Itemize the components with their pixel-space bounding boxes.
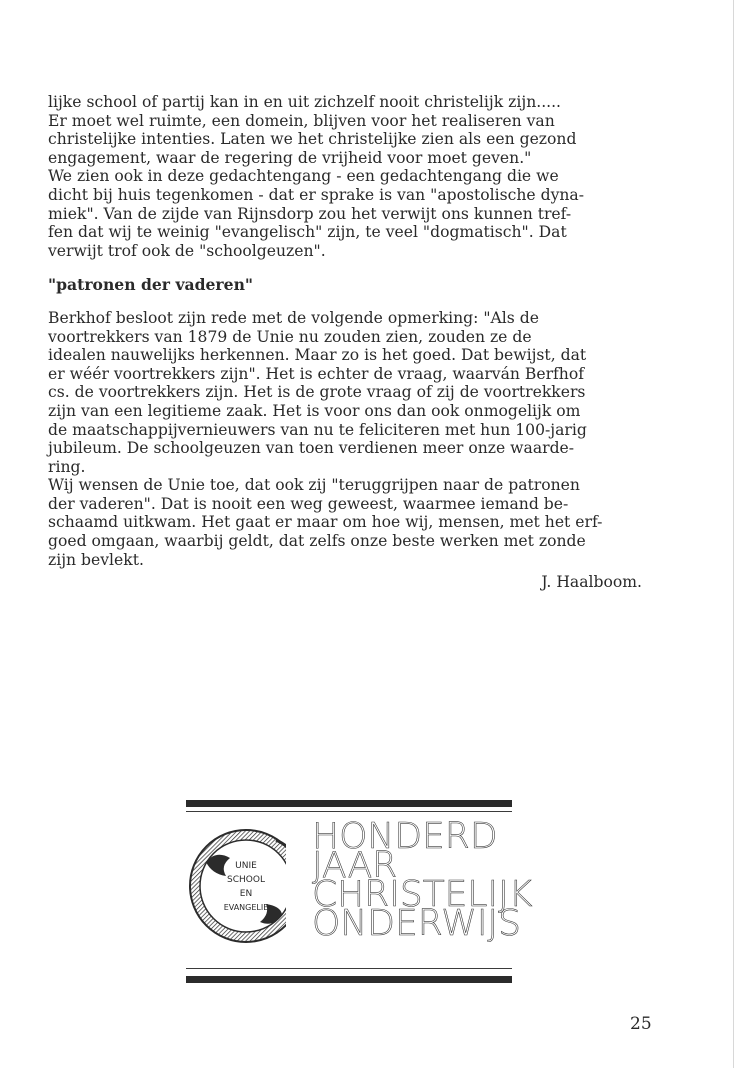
text-line: engagement, waar de regering de vrijheid voor moet geven." (48, 148, 532, 167)
text-line: jubileum. De schoolgeuzen van toen verdienen meer onze waarde- (48, 439, 575, 458)
article-body (48, 93, 668, 592)
centenary-logo (186, 800, 533, 990)
bottom-thin-rule (186, 968, 512, 969)
text-line: We zien ook in deze gedachtengang - een gedachtengang die we (48, 167, 559, 186)
top-rule (186, 800, 512, 807)
emblem-text-en: EN (239, 889, 253, 899)
text-line: verwijt trof ook de "schoolgeuzen". (48, 241, 326, 260)
author-signature: J. Haalboom. (541, 573, 642, 592)
union-emblem-icon (186, 822, 310, 946)
text-line: voortrekkers van 1879 de Unie nu zouden zien, zouden ze de (48, 327, 532, 346)
logo-line-onderwijs: ONDERWIJS (312, 903, 521, 944)
text-line: dicht bij huis tegenkomen - dat er sprake is van "apostolische dyna- (48, 185, 584, 204)
text-line: lijke school of partij kan in en uit zichzelf nooit christelijk zijn..... (48, 93, 562, 111)
emblem-text-unie: UNIE (235, 861, 257, 871)
emblem-text-evangelie: EVANGELIE (223, 903, 269, 912)
logo-line-christelijk: CHRISTELIJK (312, 874, 533, 915)
text-line: christelijke intenties. Laten we het christelijke zien als een gezond (48, 130, 577, 149)
text-line: de maatschappijvernieuwers van nu te feliciteren met hun 100-jarig (48, 420, 587, 439)
text-line: ring. (48, 457, 86, 476)
text-line: Wij wensen de Unie toe, dat ook zij "teruggrijpen naar de patronen (48, 476, 580, 495)
logo-line-honderd: HONDERD (312, 816, 498, 857)
text-line: zijn bevlekt. (48, 550, 144, 569)
text-line: miek". Van de zijde van Rijnsdorp zou het verwijt ons kunnen tref- (48, 204, 572, 223)
paragraph-4 (48, 476, 668, 569)
paragraph-2 (48, 167, 668, 260)
text-line: zijn van een legitieme zaak. Het is voor ons dan ook onmogelijk om (48, 401, 581, 420)
text-line: schaamd uitkwam. Het gaat er maar om hoe wij, mensen, met het erf- (48, 513, 603, 532)
text-line: er wéér voortrekkers zijn". Het is echter de vraag, waarván Berfhof (48, 364, 584, 383)
page-number: 25 (630, 1014, 652, 1034)
top-thin-rule (186, 811, 512, 812)
text-line: goed omgaan, waarbij geldt, dat zelfs onze beste werken met zonde (48, 532, 586, 551)
text-line: der vaderen". Dat is nooit een weg geweest, waarmee iemand be- (48, 494, 569, 513)
paragraph-1 (48, 93, 668, 167)
text-line: Er moet wel ruimte, een domein, blijven voor het realiseren van (48, 111, 555, 130)
paragraph-3 (48, 309, 668, 476)
bottom-rule (186, 976, 512, 983)
page-edge-line (733, 0, 734, 1068)
logo-wordmark (312, 816, 533, 944)
text-line: fen dat wij te weinig "evangelisch" zijn, te veel "dogmatisch". Dat (48, 223, 567, 242)
section-heading: "patronen der vaderen" (48, 275, 254, 295)
logo-line-jaar: JAAR (312, 845, 398, 886)
text-line: idealen nauwelijks herkennen. Maar zo is het goed. Dat bewijst, dat (48, 346, 587, 365)
text-line: Berkhof besloot zijn rede met de volgende opmerking: "Als de (48, 308, 539, 327)
emblem-text-school: SCHOOL (227, 875, 265, 885)
text-line: cs. de voortrekkers zijn. Het is de grote vraag of zij de voortrekkers (48, 383, 586, 402)
